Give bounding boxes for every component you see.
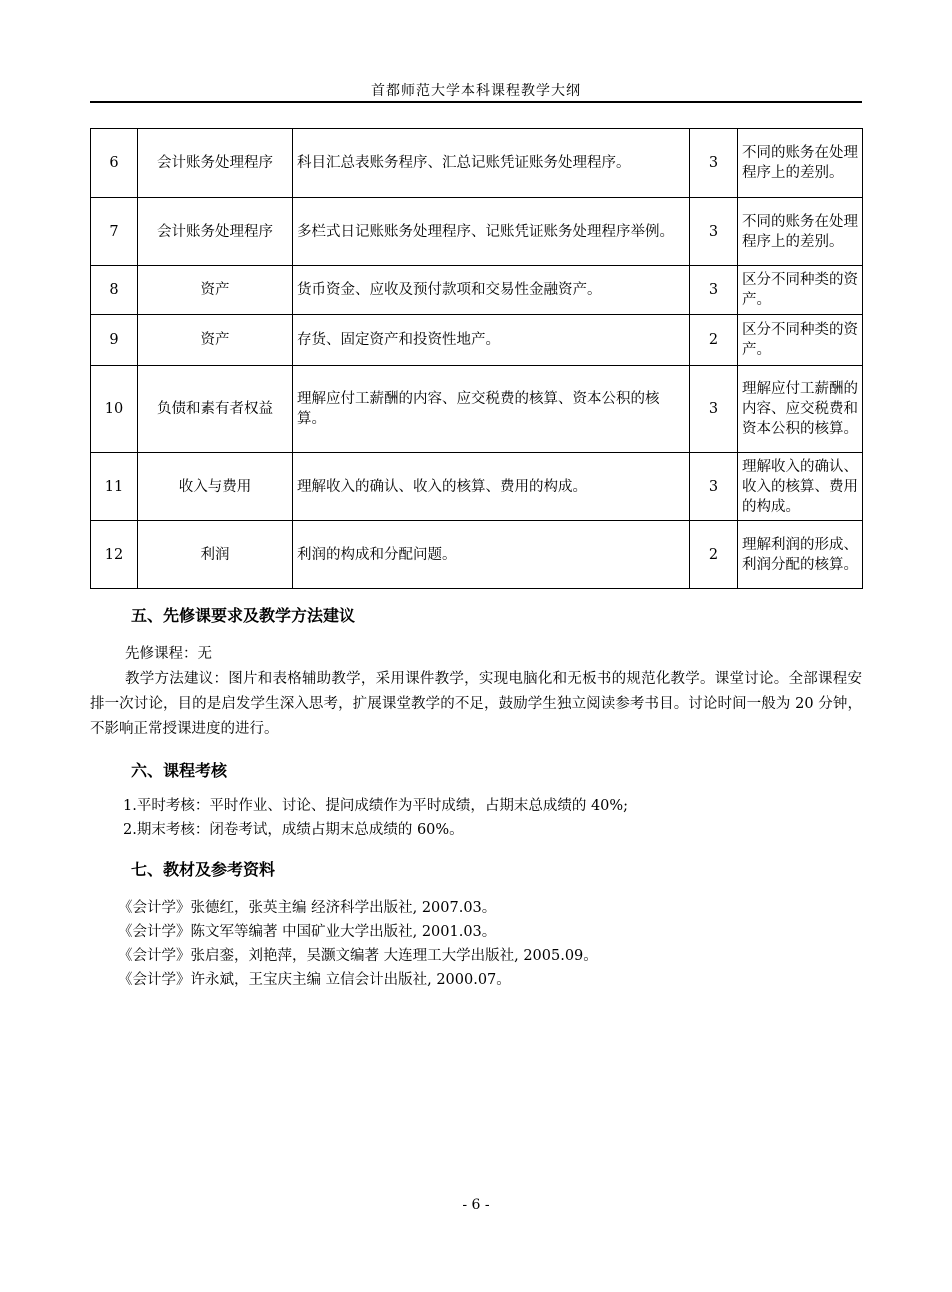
row-requirement: 不同的账务在处理程序上的差别。 [738, 129, 863, 198]
row-topic: 负债和素有者权益 [138, 366, 293, 453]
section-heading-references: 七、教材及参考资料 [131, 860, 276, 879]
row-topic: 会计账务处理程序 [138, 129, 293, 198]
reference-item: 《会计学》陈文军等编著 中国矿业大学出版社, 2001.03。 [118, 924, 497, 940]
row-topic: 资产 [138, 266, 293, 315]
row-hours: 2 [690, 315, 738, 366]
row-hours: 3 [690, 453, 738, 521]
header-rule [90, 101, 862, 103]
row-content: 存货、固定资产和投资性地产。 [293, 315, 690, 366]
row-number: 9 [91, 315, 138, 366]
row-number: 8 [91, 266, 138, 315]
row-requirement: 区分不同种类的资产。 [738, 266, 863, 315]
row-topic: 收入与费用 [138, 453, 293, 521]
section-heading-assessment: 六、课程考核 [131, 761, 228, 780]
row-number: 12 [91, 521, 138, 589]
row-number: 6 [91, 129, 138, 198]
row-content: 科目汇总表账务程序、汇总记账凭证账务处理程序。 [293, 129, 690, 198]
table-row [91, 266, 863, 315]
assessment-item: 1.平时考核：平时作业、讨论、提问成绩作为平时成绩，占期末总成绩的 40%; [123, 798, 629, 814]
row-hours: 3 [690, 366, 738, 453]
row-number: 7 [91, 198, 138, 266]
row-requirement: 不同的账务在处理程序上的差别。 [738, 198, 863, 266]
row-requirement: 理解应付工薪酬的内容、应交税费和资本公积的核算。 [738, 366, 863, 453]
row-topic: 利润 [138, 521, 293, 589]
row-hours: 3 [690, 129, 738, 198]
row-requirement: 理解利润的形成、利润分配的核算。 [738, 521, 863, 589]
row-number: 10 [91, 366, 138, 453]
syllabus-table [90, 128, 863, 589]
reference-item: 《会计学》许永斌，王宝庆主编 立信会计出版社, 2000.07。 [118, 972, 511, 988]
reference-item: 《会计学》张德红，张英主编 经济科学出版社, 2007.03。 [118, 900, 497, 916]
table-row [91, 366, 863, 453]
row-requirement: 区分不同种类的资产。 [738, 315, 863, 366]
row-content: 理解应付工薪酬的内容、应交税费的核算、资本公积的核算。 [293, 366, 690, 453]
row-topic: 会计账务处理程序 [138, 198, 293, 266]
section-heading-prerequisites: 五、先修课要求及教学方法建议 [131, 606, 356, 625]
table-row [91, 315, 863, 366]
row-hours: 3 [690, 266, 738, 315]
row-hours: 2 [690, 521, 738, 589]
row-number: 11 [91, 453, 138, 521]
table-row [91, 129, 863, 198]
table-row [91, 521, 863, 589]
row-topic: 资产 [138, 315, 293, 366]
prerequisite-text: 先修课程：无 [125, 646, 212, 662]
row-content: 利润的构成和分配问题。 [293, 521, 690, 589]
table-row [91, 453, 863, 521]
row-hours: 3 [690, 198, 738, 266]
row-content: 货币资金、应收及预付款项和交易性金融资产。 [293, 266, 690, 315]
row-requirement: 理解收入的确认、收入的核算、费用的构成。 [738, 453, 863, 521]
teaching-method-text: 教学方法建议：图片和表格辅助教学，采用课件教学，实现电脑化和无板书的规范化教学。课堂讨论。全部课程安排一次讨论，目的是启发学生深入思考，扩展课堂教学的不足，鼓励学生独立阅读参考书目。讨论时间一般为 20 分钟，不影响正常授课进度的进行。 [90, 671, 862, 737]
page-number: - 6 - [462, 1197, 490, 1213]
row-content: 多栏式日记账账务处理程序、记账凭证账务处理程序举例。 [293, 198, 690, 266]
row-content: 理解收入的确认、收入的核算、费用的构成。 [293, 453, 690, 521]
assessment-item: 2.期末考核：闭卷考试，成绩占期末总成绩的 60%。 [123, 822, 464, 838]
page-header: 首都师范大学本科课程教学大纲 [371, 83, 581, 99]
table-row [91, 198, 863, 266]
reference-item: 《会计学》张启銮，刘艳萍，吴灏文编著 大连理工大学出版社, 2005.09。 [118, 948, 598, 964]
